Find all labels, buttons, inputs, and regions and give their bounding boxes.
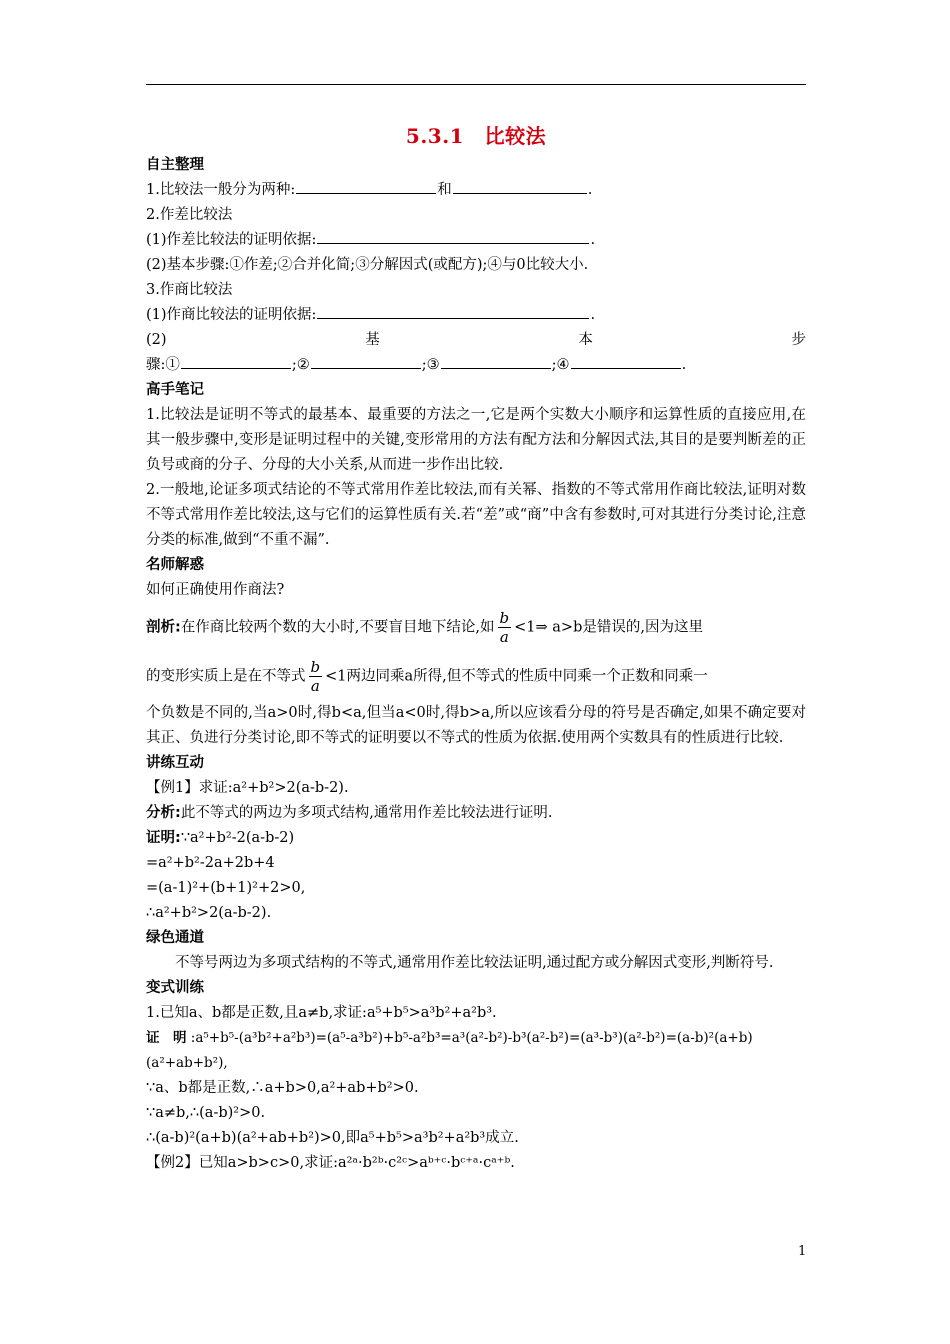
document-body [146, 120, 806, 1176]
note-paragraph-2: 2.一般地,论证多项式结论的不等式常用作差比较法,而有关幂、指数的不等式常用作商比较法,证明对数不等式常用作差比较法,这与它们的运算性质有关.若“差”或“商”中含有参数时,可对其进行分类讨论,注意分类的标准,做到“不重不漏”. [146, 482, 806, 548]
example-1-analysis: 分析:此不等式的两边为多项式结构,通常用作差比较法进行证明. [146, 805, 553, 821]
proof-step: =a²+b²-2a+2b+4 [146, 855, 275, 871]
section-heading-variant-training: 变式训练 [146, 980, 204, 996]
fraction-b-over-a: $\frac{b}{a}$ [499, 609, 510, 646]
variant-proof-conclusion: ∴(a-b)²(a+b)(a²+ab+b²)>0,即a⁵+b⁵>a³b²+a²b³成立. [146, 1130, 519, 1146]
blank [296, 178, 436, 194]
blank [317, 228, 589, 244]
question: 如何正确使用作商法? [146, 582, 285, 598]
item-2-2: (2)基本步骤:①作差;②合并化简;③分解因式(或配方);④与0比较大小. [146, 257, 589, 273]
section-heading-teacher-explains: 名师解惑 [146, 557, 204, 573]
example-1-proof: 证明:∵a²+b²-2(a-b-2) [146, 830, 295, 846]
example-2: 【例2】已知a>b>c>0,求证:a²ᵃ·b²ᵇ·c²ᶜ>aᵇ⁺ᶜ·bᶜ⁺ᵃ·cᵃ⁺ᵇ. [146, 1155, 515, 1171]
proof-step: =(a-1)²+(b+1)²+2>0, [146, 880, 306, 896]
note-paragraph-1: 1.比较法是证明不等式的最基本、最重要的方法之一,它是两个实数大小顺序和运算性质的直接应用,在其一般步骤中,变形是证明过程中的关键,变形常用的方法有配方法和分解因式法,其目的是要判断差的正负号或商的分子、分母的大小关系,从而进一步作出比较. [146, 407, 806, 473]
blank [317, 303, 589, 319]
proof-conclusion: ∴a²+b²>2(a-b-2). [146, 905, 272, 921]
green-channel-paragraph: 不等号两边为多项式结构的不等式,通常用作差比较法证明,通过配方或分解因式变形,判断符号. [175, 955, 774, 971]
variant-proof-step: ∵a≠b,∴(a-b)²>0. [146, 1105, 266, 1121]
variant-proof: 证 明 :a⁵+b⁵-(a³b²+a²b³)=(a⁵-a³b²)+b⁵-a²b³=a³(a²-b²)-b³(a²-b²)=(a³-b³)(a²-b²)=(a-b)²(a+b)(a²+ab+b²), [146, 1030, 753, 1071]
item-3-2-steps: 骤:① ;② ;③ ;④ . [146, 353, 806, 378]
item-2-1: (1)作差比较法的证明依据: . [146, 228, 806, 253]
item-3-1: (1)作商比较法的证明依据: . [146, 303, 806, 328]
blank [311, 353, 421, 369]
item-2: 2.作差比较法 [146, 207, 233, 223]
example-1: 【例1】求证:a²+b²>2(a-b-2). [146, 780, 349, 796]
blank [441, 353, 551, 369]
item-3: 3.作商比较法 [146, 282, 233, 298]
fraction-b-over-a: $\frac{b}{a}$ [310, 658, 321, 695]
page-title: 5.3.1 比较法 [405, 124, 547, 148]
variant-proof-step: ∵a、b都是正数,∴a+b>0,a²+ab+b²>0. [146, 1080, 419, 1096]
section-heading-green-channel: 绿色通道 [146, 930, 204, 946]
blank [571, 353, 681, 369]
header-rule [146, 84, 806, 85]
item-3-2: (2) 基 本 步 [146, 332, 806, 348]
analysis-paragraph: 个负数是不同的,当a>0时,得b<a,但当a<0时,得b>a,所以应该看分母的符号是否确定,如果不确定要对其正、负进行分类讨论,即不等式的证明要以不等式的性质为依据.使用两个实数具有的性质进行比较. [146, 705, 806, 746]
page-number: 1 [798, 1244, 807, 1259]
analysis-line-2: 的变形实质上是在不等式 $\frac{b}{a}$ <1两边同乘a所得,但不等式的性质中同乘一个正数和同乘一 [146, 658, 708, 695]
item-1: 1.比较法一般分为两种: 和 . [146, 178, 806, 203]
analysis-line-1: 剖析:在作商比较两个数的大小时,不要盲目地下结论,如 $\frac{b}{a}$ <1⇒ a>b是错误的,因为这里 [146, 609, 703, 646]
section-heading-practice: 讲练互动 [146, 755, 204, 771]
section-heading-expert-notes: 高手笔记 [146, 382, 204, 398]
section-heading-self-study: 自主整理 [146, 157, 204, 173]
blank [453, 178, 587, 194]
variant-question-1: 1.已知a、b都是正数,且a≠b,求证:a⁵+b⁵>a³b²+a²b³. [146, 1005, 497, 1021]
blank [181, 353, 291, 369]
